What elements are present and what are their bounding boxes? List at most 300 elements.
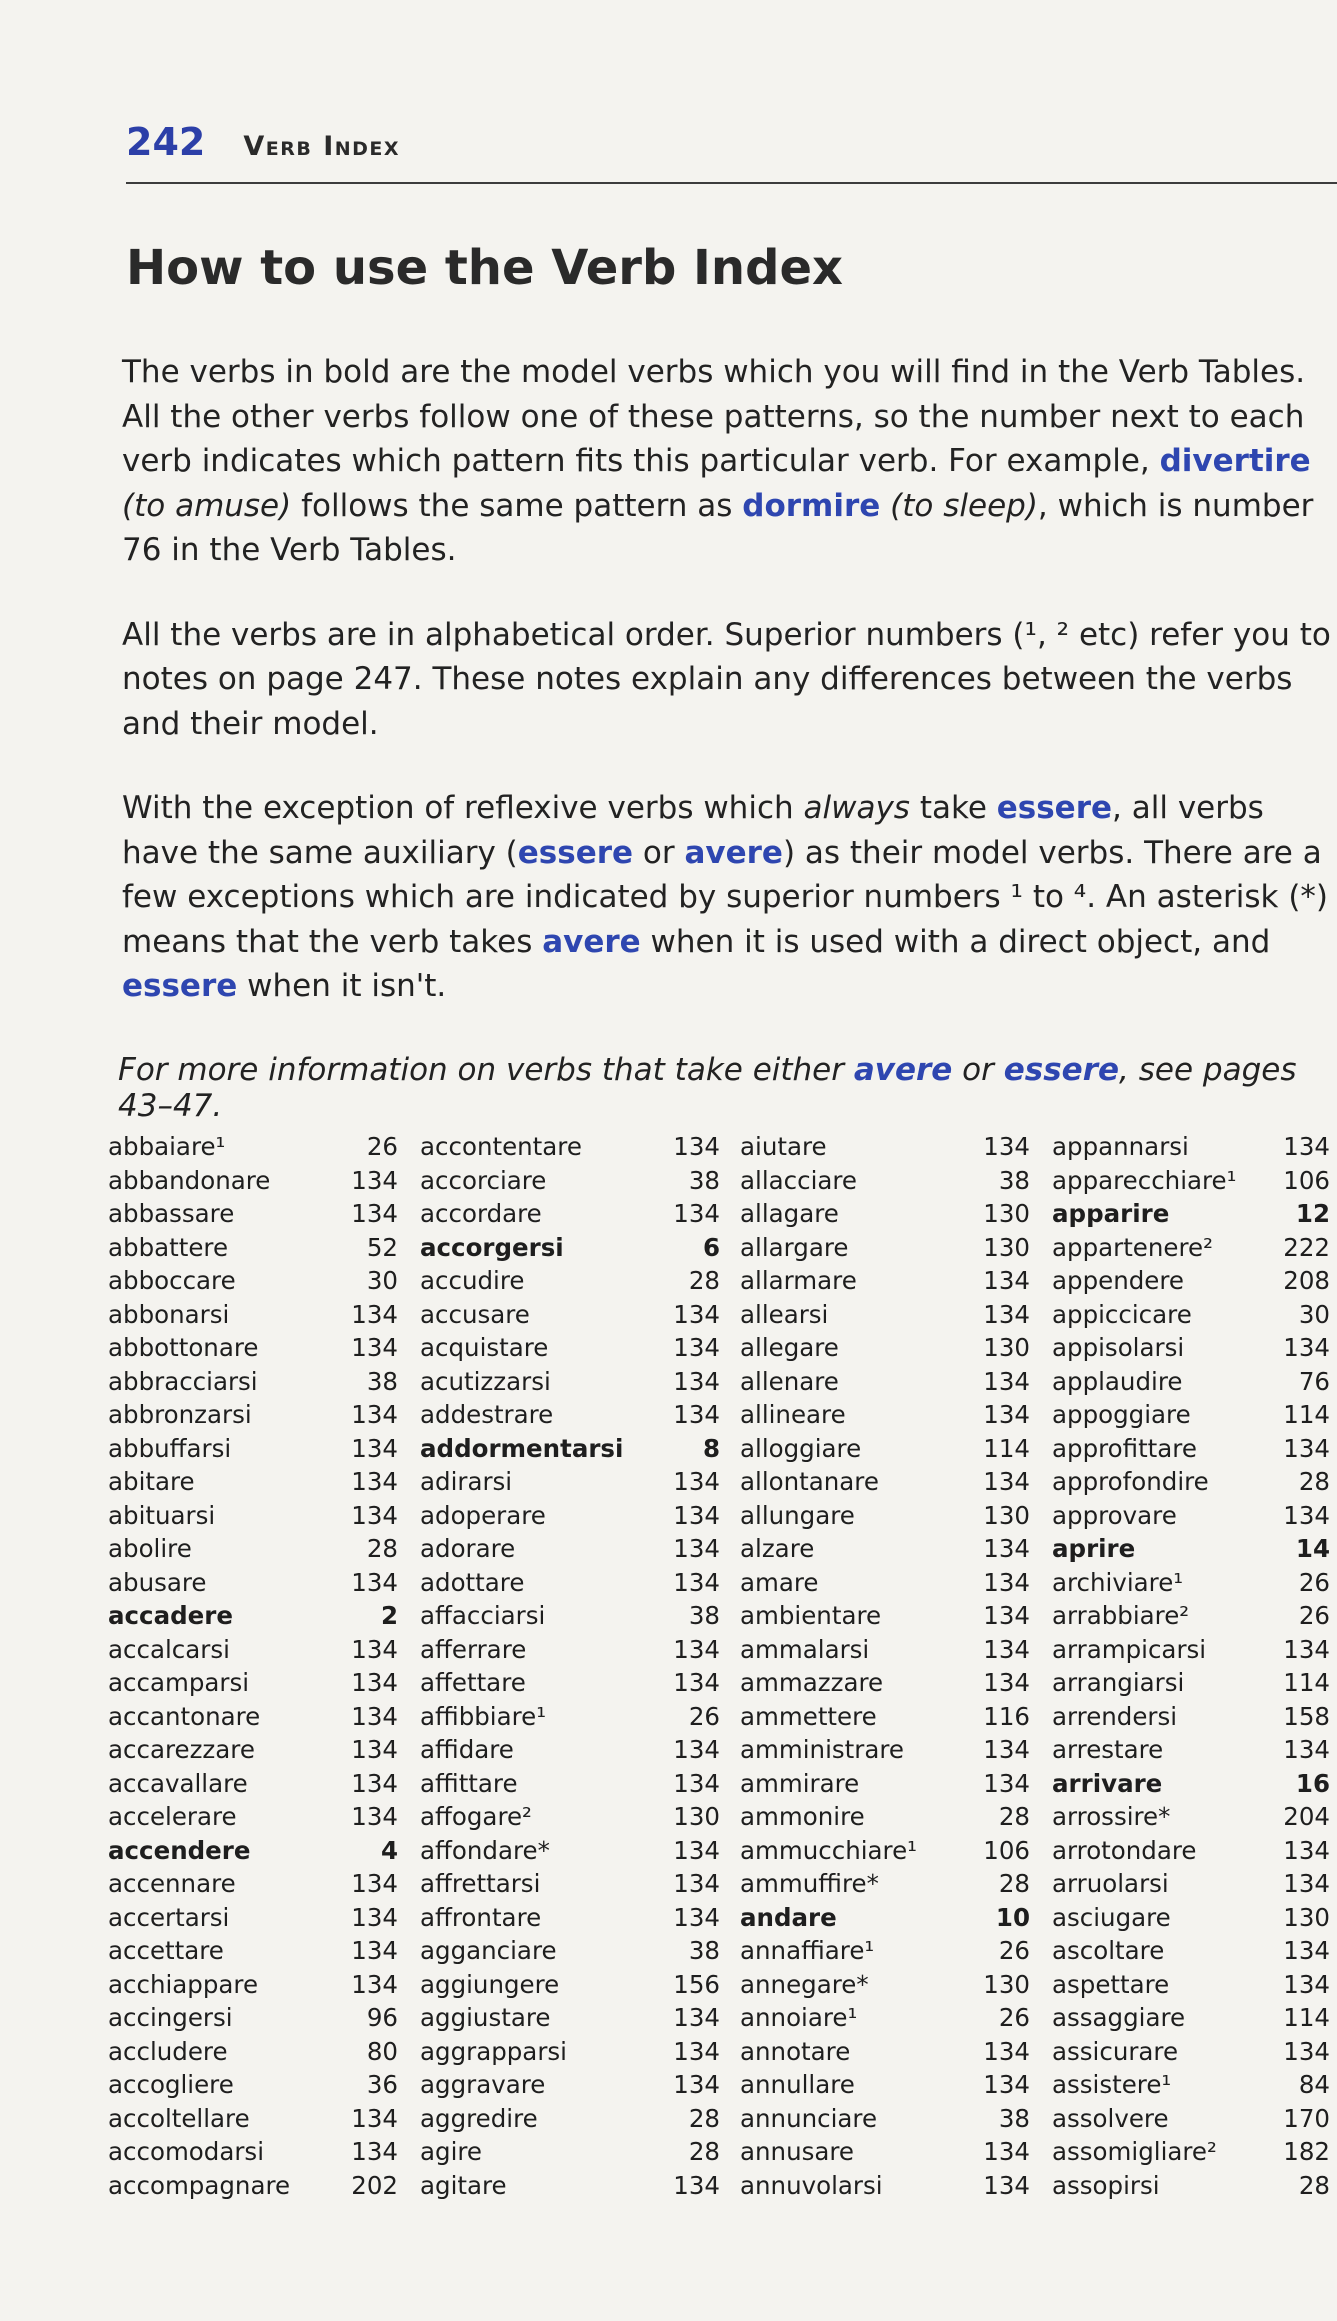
model-number: 134 — [983, 1668, 1030, 1697]
verb-entry — [1052, 1733, 1330, 1767]
verb-entry — [108, 1432, 398, 1466]
verb-entry — [108, 1365, 398, 1399]
verb-name: aspettare — [1052, 1969, 1170, 1999]
verb-entry — [420, 1934, 720, 1968]
verb-name: assolvere — [1052, 2103, 1169, 2133]
verb-entry — [108, 1331, 398, 1365]
verb-entry — [108, 2102, 398, 2136]
model-number: 134 — [351, 1433, 398, 1463]
verb-entry — [740, 1231, 1030, 1265]
verb-entry — [420, 1164, 720, 1198]
verb-entry — [420, 2169, 720, 2203]
model-number: 134 — [673, 1869, 720, 1898]
verb-name: accantonare — [108, 1701, 261, 1731]
verb-entry — [108, 1599, 398, 1633]
verb-name: abbassare — [108, 1199, 235, 1228]
verb-entry — [1052, 1365, 1330, 1399]
verb-name: annaffiare¹ — [740, 1936, 875, 1965]
verb-entry — [740, 1532, 1030, 1566]
verb-name: affrettarsi — [420, 1869, 541, 1898]
model-number: 134 — [1283, 1132, 1330, 1161]
verb-name: adorare — [420, 1534, 516, 1563]
verb-entry — [740, 1800, 1030, 1834]
model-number: 134 — [1283, 1333, 1330, 1362]
verb-name: affondare* — [420, 1835, 550, 1865]
verb-entry — [420, 1398, 720, 1432]
model-number: 134 — [1283, 1500, 1330, 1530]
model-number: 134 — [673, 1768, 720, 1798]
text: ) as their model verbs. There are a few exceptions which are indicated by superior numbers ¹ to ⁴. An asterisk (*) means that the verb takes — [122, 834, 1329, 960]
verb-entry — [1052, 1465, 1330, 1499]
verb-entry — [420, 1700, 720, 1734]
verb-entry — [1052, 1800, 1330, 1834]
verb-entry — [1052, 1398, 1330, 1432]
model-number: 30 — [1298, 1299, 1330, 1329]
verb-name: abbracciarsi — [108, 1366, 258, 1396]
verb-name: accamparsi — [108, 1668, 250, 1697]
model-number: 134 — [673, 1534, 720, 1563]
verb-name: accusare — [420, 1299, 530, 1329]
model-number: 28 — [1298, 1467, 1330, 1496]
verb-entry — [1052, 1130, 1330, 1164]
model-number: 134 — [351, 1768, 398, 1798]
model-number: 134 — [673, 1500, 720, 1530]
verb-entry — [1052, 1700, 1330, 1734]
verb-name: appiccicare — [1052, 1299, 1192, 1329]
verb-entry — [420, 1566, 720, 1600]
model-number: 130 — [983, 1232, 1030, 1262]
model-number: 134 — [983, 1601, 1030, 1630]
verb-entry — [740, 1398, 1030, 1432]
verb-column-4 — [1052, 1130, 1330, 2202]
verb-entry — [740, 2068, 1030, 2102]
verb-entry — [108, 1834, 398, 1868]
model-number: 130 — [983, 1333, 1030, 1362]
model-number: 134 — [673, 1333, 720, 1362]
text: , which is number 76 in the Verb Tables. — [122, 487, 1314, 568]
model-number: 156 — [673, 1969, 720, 1999]
verb-entry — [740, 2001, 1030, 2035]
verb-entry — [740, 1867, 1030, 1901]
verb-entry — [108, 2169, 398, 2203]
verb-entry — [1052, 2135, 1330, 2169]
model-number: 134 — [983, 1634, 1030, 1664]
verb-name: affettare — [420, 1668, 526, 1697]
verb-name: abitare — [108, 1467, 195, 1496]
verb-name: allineare — [740, 1400, 846, 1429]
header-title: Verb Index — [243, 131, 401, 162]
verb-entry — [740, 1264, 1030, 1298]
model-number: 106 — [1283, 1165, 1330, 1195]
model-number: 134 — [673, 1467, 720, 1496]
model-number: 134 — [983, 2036, 1030, 2066]
verb-name: assaggiare — [1052, 2003, 1186, 2032]
verb-entry — [1052, 1599, 1330, 1633]
verb-name: aiutare — [740, 1132, 827, 1161]
verb-name: adirarsi — [420, 1467, 513, 1496]
verb-name: ammettere — [740, 1701, 877, 1731]
model-number: 38 — [688, 1601, 720, 1630]
verb-name: accludere — [108, 2036, 228, 2066]
verb-name: agitare — [420, 2170, 507, 2200]
verb-entry — [108, 1633, 398, 1667]
model-number: 134 — [983, 2070, 1030, 2099]
verb-entry — [420, 1432, 720, 1466]
verb-entry — [420, 1633, 720, 1667]
text: , all verbs have the same auxiliary ( — [122, 790, 1264, 871]
verb-name: approvare — [1052, 1500, 1177, 1530]
verb-entry — [108, 2035, 398, 2069]
verb-name: appisolarsi — [1052, 1333, 1185, 1362]
model-number: 28 — [688, 1266, 720, 1295]
verb-name: aprire — [1052, 1534, 1136, 1563]
model-number: 134 — [983, 1132, 1030, 1161]
verb-name: allacciare — [740, 1165, 858, 1195]
model-number: 10 — [995, 1902, 1030, 1932]
model-number: 38 — [688, 1936, 720, 1965]
verb-name: abbonarsi — [108, 1299, 230, 1329]
verb-name: accudire — [420, 1266, 525, 1295]
verb-entry — [1052, 2068, 1330, 2102]
verb-name: appendere — [1052, 1266, 1184, 1295]
model-number: 38 — [688, 1165, 720, 1195]
model-number: 134 — [351, 1969, 398, 1999]
verb-name: acutizzarsi — [420, 1366, 551, 1396]
model-number: 170 — [1283, 2103, 1330, 2133]
verb-name: abbandonare — [108, 1165, 271, 1195]
verb-entry — [1052, 1432, 1330, 1466]
text: when it is used with a direct object, and — [640, 923, 1271, 960]
model-number: 134 — [673, 2036, 720, 2066]
verb-name: arrotondare — [1052, 1835, 1197, 1865]
verb-name: accadere — [108, 1601, 233, 1630]
model-number: 134 — [1283, 1433, 1330, 1463]
model-number: 134 — [983, 2170, 1030, 2200]
model-number: 134 — [351, 2137, 398, 2166]
verb-entry — [420, 1867, 720, 1901]
verb-name: ammalarsi — [740, 1634, 870, 1664]
model-number: 76 — [1298, 1366, 1330, 1396]
verb-entry — [108, 1968, 398, 2002]
verb-name: amare — [740, 1567, 819, 1597]
model-number: 134 — [351, 1802, 398, 1831]
model-number: 134 — [673, 1668, 720, 1697]
verb-name: annegare* — [740, 1969, 869, 1999]
verb-entry — [1052, 2001, 1330, 2035]
model-number: 134 — [1283, 1735, 1330, 1764]
verb-name: abboccare — [108, 1266, 236, 1295]
verb-entry — [420, 1365, 720, 1399]
verb-name: abbronzarsi — [108, 1400, 252, 1429]
model-number: 8 — [702, 1433, 720, 1463]
verb-name: apparecchiare¹ — [1052, 1165, 1237, 1195]
verb-name: abbaiare¹ — [108, 1132, 226, 1161]
model-number: 222 — [1283, 1232, 1330, 1262]
verb-entry — [108, 2068, 398, 2102]
verb-name: abolire — [108, 1534, 192, 1563]
model-number: 134 — [351, 1299, 398, 1329]
model-number: 26 — [998, 2003, 1030, 2032]
verb-name: arrendersi — [1052, 1701, 1178, 1731]
verb-entry — [420, 1331, 720, 1365]
translation: (to sleep) — [890, 487, 1038, 524]
model-number: 96 — [366, 2003, 398, 2032]
model-number: 26 — [1298, 1601, 1330, 1630]
model-number: 134 — [351, 1567, 398, 1597]
model-number: 84 — [1298, 2070, 1330, 2099]
verb-name: alzare — [740, 1534, 815, 1563]
verb-name: allearsi — [740, 1299, 829, 1329]
verb-name: asciugare — [1052, 1902, 1171, 1932]
model-number: 134 — [673, 1366, 720, 1396]
verb-entry — [1052, 1164, 1330, 1198]
verb-name: assomigliare² — [1052, 2137, 1217, 2166]
model-number: 134 — [673, 1835, 720, 1865]
model-number: 134 — [983, 1534, 1030, 1563]
verb-name: agire — [420, 2137, 482, 2166]
model-number: 30 — [366, 1266, 398, 1295]
verb-entry — [108, 1700, 398, 1734]
verb-name: accorgersi — [420, 1232, 564, 1262]
verb-name: ammuffire* — [740, 1869, 879, 1898]
verb-name: accompagnare — [108, 2170, 291, 2200]
verb-name: accennare — [108, 1869, 236, 1898]
model-number: 28 — [688, 2103, 720, 2133]
model-number: 14 — [1295, 1534, 1330, 1563]
model-number: 134 — [983, 1299, 1030, 1329]
verb-entry — [420, 1465, 720, 1499]
verb-name: allagare — [740, 1199, 839, 1228]
verb-name: accorciare — [420, 1165, 547, 1195]
model-number: 134 — [351, 1735, 398, 1764]
model-number: 134 — [1283, 1835, 1330, 1865]
verb-index — [108, 1130, 1337, 2210]
keyword: essere — [517, 834, 634, 871]
model-number: 114 — [1283, 2003, 1330, 2032]
header-rule — [126, 182, 1337, 184]
model-number: 134 — [983, 2137, 1030, 2166]
verb-entry — [108, 1867, 398, 1901]
verb-entry — [740, 1164, 1030, 1198]
model-number: 134 — [351, 1869, 398, 1898]
model-number: 26 — [688, 1701, 720, 1731]
model-number: 134 — [351, 1668, 398, 1697]
verb-name: ambientare — [740, 1601, 882, 1630]
verb-entry — [740, 1700, 1030, 1734]
verb-name: accelerare — [108, 1802, 237, 1831]
verb-name: arrabbiare² — [1052, 1601, 1190, 1630]
verb-name: assopirsi — [1052, 2170, 1160, 2200]
verb-name: amministrare — [740, 1735, 904, 1764]
verb-name: affidare — [420, 1735, 514, 1764]
model-number: 28 — [998, 1802, 1030, 1831]
model-number: 116 — [983, 1701, 1030, 1731]
verb-name: alloggiare — [740, 1433, 862, 1463]
model-number: 134 — [351, 1902, 398, 1932]
model-number: 28 — [1298, 2170, 1330, 2200]
keyword: essere — [122, 968, 238, 1004]
verb-name: aggravare — [420, 2070, 546, 2099]
verb-entry — [108, 1465, 398, 1499]
model-number: 134 — [673, 1199, 720, 1228]
verb-entry — [1052, 1331, 1330, 1365]
verb-entry — [420, 1264, 720, 1298]
verb-entry — [1052, 1666, 1330, 1700]
model-number: 134 — [983, 1567, 1030, 1597]
verb-entry — [1052, 1934, 1330, 1968]
model-number: 80 — [366, 2036, 398, 2066]
model-number: 134 — [351, 1400, 398, 1429]
verb-entry — [420, 1599, 720, 1633]
model-number: 134 — [673, 1299, 720, 1329]
verb-name: accettare — [108, 1936, 224, 1965]
model-number: 182 — [1283, 2137, 1330, 2166]
verb-column-1 — [108, 1130, 398, 2202]
model-number: 16 — [1295, 1768, 1330, 1798]
verb-name: accalcarsi — [108, 1634, 230, 1664]
model-number: 134 — [983, 1768, 1030, 1798]
verb-column-2 — [420, 1130, 720, 2202]
verb-entry — [108, 1264, 398, 1298]
model-number: 134 — [673, 1567, 720, 1597]
verb-entry — [740, 2035, 1030, 2069]
verb-entry — [1052, 1566, 1330, 1600]
verb-name: archiviare¹ — [1052, 1567, 1184, 1597]
model-number: 130 — [1283, 1902, 1330, 1932]
verb-entry — [420, 1499, 720, 1533]
keyword: essere — [996, 790, 1113, 826]
verb-name: accomodarsi — [108, 2137, 265, 2166]
verb-name: arrestare — [1052, 1735, 1164, 1764]
verb-name: abusare — [108, 1567, 207, 1597]
verb-name: ammonire — [740, 1802, 865, 1831]
verb-entry — [420, 2001, 720, 2035]
verb-name: addormentarsi — [420, 1433, 624, 1463]
verb-entry — [1052, 1499, 1330, 1533]
model-number: 134 — [351, 1701, 398, 1731]
verb-name: accingersi — [108, 2003, 233, 2032]
verb-entry — [740, 1968, 1030, 2002]
model-number: 26 — [1298, 1567, 1330, 1597]
model-number: 114 — [983, 1433, 1030, 1463]
verb-name: allenare — [740, 1366, 839, 1396]
verb-entry — [740, 2102, 1030, 2136]
verb-entry — [740, 1834, 1030, 1868]
model-number: 134 — [1283, 1936, 1330, 1965]
model-number: 134 — [1283, 2036, 1330, 2066]
model-number: 12 — [1295, 1199, 1330, 1228]
verb-entry — [740, 1432, 1030, 1466]
model-number: 134 — [673, 2170, 720, 2200]
verb-name: approfondire — [1052, 1467, 1209, 1496]
verb-entry — [1052, 1834, 1330, 1868]
text: With the exception of reflexive verbs which — [122, 790, 804, 826]
verb-name: accendere — [108, 1835, 251, 1865]
verb-name: adoperare — [420, 1500, 546, 1530]
verb-entry — [740, 1499, 1030, 1533]
verb-name: approfittare — [1052, 1433, 1197, 1463]
verb-name: addestrare — [420, 1400, 554, 1429]
verb-name: annuvolarsi — [740, 2170, 883, 2200]
verb-entry — [420, 1834, 720, 1868]
verb-entry — [1052, 1197, 1330, 1231]
verb-entry — [420, 1130, 720, 1164]
model-number: 134 — [351, 1467, 398, 1496]
model-number: 134 — [351, 1165, 398, 1195]
verb-name: acquistare — [420, 1333, 549, 1362]
verb-entry — [740, 1566, 1030, 1600]
verb-name: ammazzare — [740, 1668, 884, 1697]
verb-entry — [1052, 1231, 1330, 1265]
verb-name: affibbiare¹ — [420, 1701, 547, 1731]
verb-entry — [420, 1231, 720, 1265]
verb-name: accogliere — [108, 2070, 234, 2099]
model-number: 36 — [366, 2070, 398, 2099]
model-number: 134 — [1283, 1969, 1330, 1999]
verb-name: accertarsi — [108, 1902, 230, 1932]
verb-entry — [420, 1767, 720, 1801]
verb-entry — [420, 1666, 720, 1700]
more-info-note — [118, 1052, 1328, 1124]
model-number: 134 — [673, 1400, 720, 1429]
model-number: 134 — [351, 1634, 398, 1664]
running-header — [126, 120, 1337, 164]
model-number: 134 — [1283, 1634, 1330, 1664]
model-number: 28 — [366, 1534, 398, 1563]
verb-entry — [1052, 1901, 1330, 1935]
verb-entry — [420, 2068, 720, 2102]
verb-entry — [108, 1532, 398, 1566]
model-number: 38 — [998, 2103, 1030, 2133]
verb-entry — [420, 1733, 720, 1767]
verb-entry — [740, 1666, 1030, 1700]
verb-entry — [1052, 1532, 1330, 1566]
verb-entry — [108, 2001, 398, 2035]
verb-name: appoggiare — [1052, 1400, 1191, 1429]
verb-name: apparire — [1052, 1199, 1170, 1228]
model-number: 130 — [983, 1500, 1030, 1530]
model-number: 134 — [983, 1366, 1030, 1396]
model-number: 130 — [983, 1969, 1030, 1999]
verb-entry — [420, 1901, 720, 1935]
verb-name: allegare — [740, 1333, 839, 1362]
verb-name: allontanare — [740, 1467, 879, 1496]
model-number: 6 — [702, 1232, 720, 1262]
verb-entry — [108, 1499, 398, 1533]
verb-name: annunciare — [740, 2103, 878, 2133]
verb-name: assicurare — [1052, 2036, 1179, 2066]
verb-name: appannarsi — [1052, 1132, 1189, 1161]
verb-entry — [1052, 2169, 1330, 2203]
verb-name: accordare — [420, 1199, 542, 1228]
model-number: 38 — [998, 1165, 1030, 1195]
model-number: 134 — [673, 1132, 720, 1161]
model-number: 130 — [983, 1199, 1030, 1228]
verb-entry — [1052, 1968, 1330, 2002]
keyword: avere — [853, 1052, 953, 1088]
verb-name: allargare — [740, 1232, 849, 1262]
model-number: 134 — [983, 1467, 1030, 1496]
verb-entry — [420, 2035, 720, 2069]
verb-name: arrampicarsi — [1052, 1634, 1207, 1664]
verb-entry — [1052, 1298, 1330, 1332]
emphasis: always — [803, 790, 910, 826]
verb-name: affogare² — [420, 1802, 532, 1831]
verb-name: accavallare — [108, 1768, 248, 1798]
verb-entry — [108, 1934, 398, 1968]
verb-name: abituarsi — [108, 1500, 216, 1530]
verb-entry — [108, 1666, 398, 1700]
